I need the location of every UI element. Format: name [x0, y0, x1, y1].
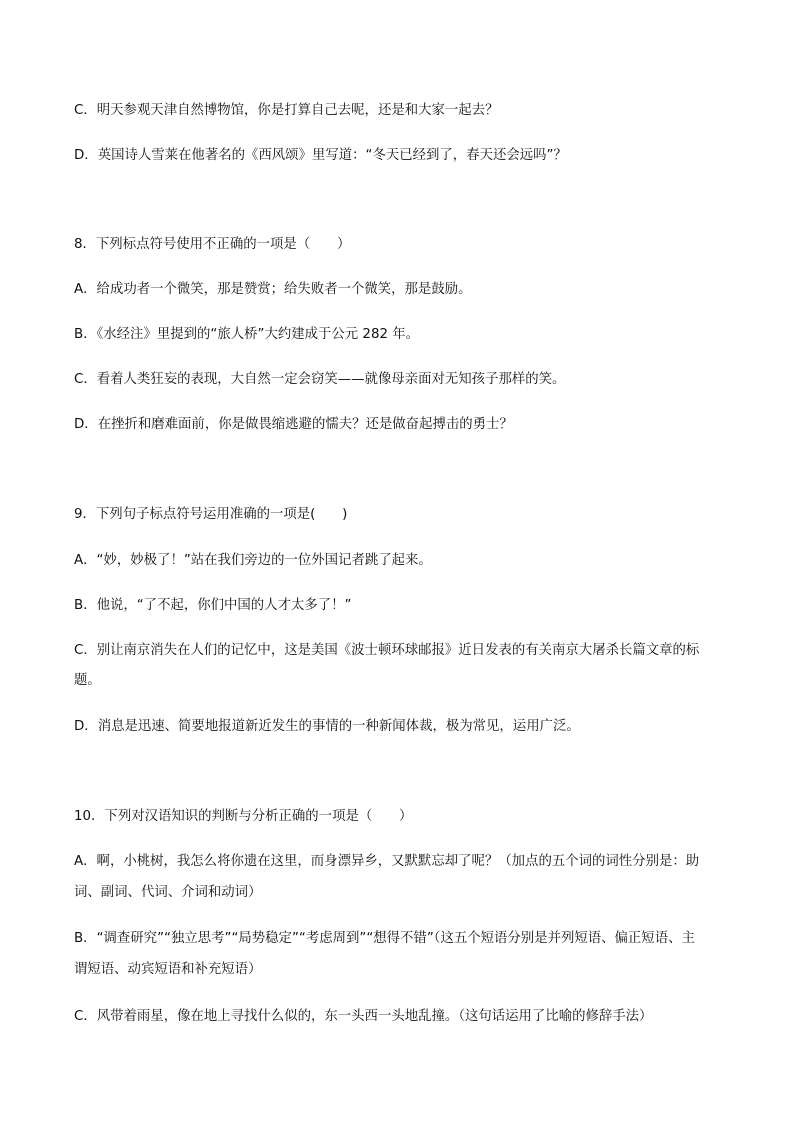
question-8-option-c: C．看着人类狂妄的表现，大自然一定会窃笑——就像母亲面对无知孩子那样的笑。: [74, 372, 566, 387]
question-9-stem: 9．下列句子标点符号运用准确的一项是( ): [74, 507, 348, 522]
prev-question-option-c: C．明天参观天津自然博物馆，你是打算自己去呢，还是和大家一起去？: [74, 103, 499, 118]
question-9-option-c-line-2: 题。: [74, 673, 101, 688]
question-9-option-a: A．“妙，妙极了！”站在我们旁边的一位外国记者跳了起来。: [74, 553, 432, 568]
question-10-option-a-line-1: A．啊，小桃树，我怎么将你遗在这里，而身漂异乡，又默默忘却了呢？（加点的五个词的词性分别是：助: [74, 854, 700, 869]
question-8-option-a: A．给成功者一个微笑，那是赞赏；给失败者一个微笑，那是鼓励。: [74, 282, 472, 297]
question-9-option-b: B．他说，“了不起，你们中国的人才太多了！”: [74, 598, 352, 613]
question-8-option-d: D．在挫折和磨难面前，你是做畏缩逃避的懦夫？还是做奋起搏击的勇士？: [74, 417, 513, 432]
question-10-option-b-line-2: 谓短语、动宾短语和补充短语）: [74, 962, 262, 977]
question-10-option-a-line-2: 词、副词、代词、介词和动词）: [74, 885, 262, 900]
question-10-option-b-line-1: B．“调查研究”“独立思考”“局势稳定”“考虑周到”“想得不错”（这五个短语分别是并列短语、偏正短语、主: [74, 931, 695, 946]
question-9-option-d: D．消息是迅速、简要地报道新近发生的事情的一种新闻体裁，极为常见，运用广泛。: [74, 719, 580, 734]
question-10-stem: 10．下列对汉语知识的判断与分析正确的一项是（ ）: [74, 809, 413, 824]
question-9-option-c-line-1: C．别让南京消失在人们的记忆中，这是美国《波士顿环球邮报》近日发表的有关南京大屠杀长篇文章的标: [74, 643, 700, 658]
question-8-option-b: B．《水经注》里提到的“旅人桥”大约建成于公元 282 年。: [74, 327, 420, 342]
prev-question-option-d: D．英国诗人雪莱在他著名的《西风颂》里写道：“冬天已经到了，春天还会远吗”？: [74, 148, 567, 163]
question-10-option-c: C．风带着雨星，像在地上寻找什么似的，东一头西一头地乱撞。（这句话运用了比喻的修辞手法）: [74, 1009, 653, 1024]
question-8-stem: 8．下列标点符号使用不正确的一项是（ ）: [74, 237, 351, 252]
